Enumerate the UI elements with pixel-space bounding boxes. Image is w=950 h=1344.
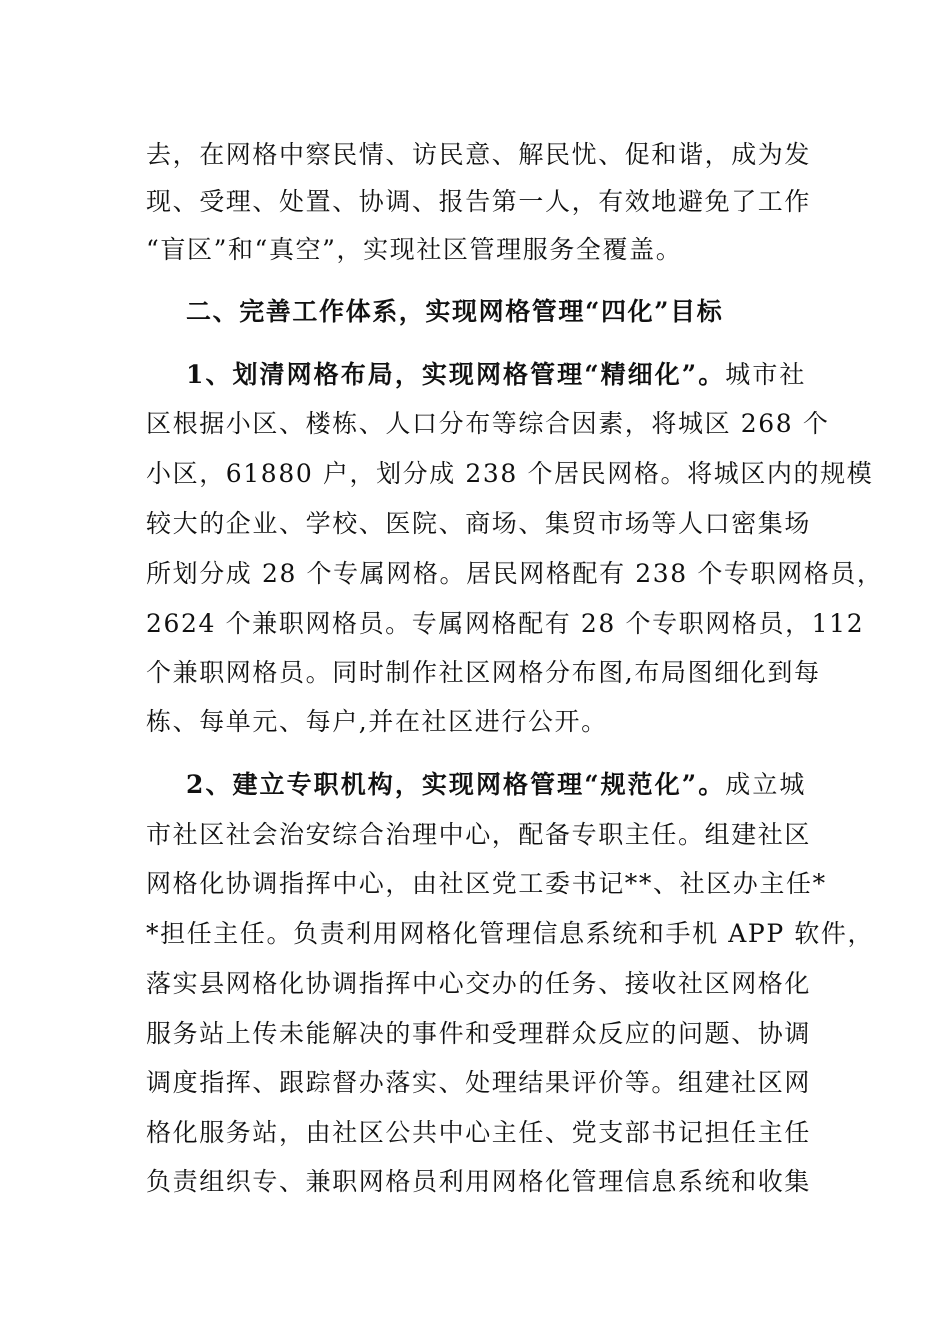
text-line-18: 调度指挥、跟踪督办落实、处理结果评价等。组建社区网 [146, 1068, 812, 1097]
text-line-9: 2624 个兼职网格员。专属网格配有 28 个专职网格员，112 [146, 609, 865, 638]
text-line-15: *担任主任。负责利用网格化管理信息系统和手机 APP 软件， [146, 919, 875, 948]
section-heading: 二、完善工作体系，实现网格管理“四化”目标 [186, 297, 724, 326]
text-line-14: 网格化协调指挥中心，由社区党工委书记**、社区办主任* [146, 869, 827, 898]
paragraph-1-lead: 城市社 [725, 360, 806, 389]
text-line-2: 现、受理、处置、协调、报告第一人，有效地避免了工作 [146, 187, 812, 216]
text-line-5: 区根据小区、楼栋、人口分布等综合因素，将城区 268 个 [146, 409, 830, 438]
text-line-16: 落实县网格化协调指挥中心交办的任务、接收社区网格化 [146, 969, 812, 998]
paragraph-2-lead: 成立城 [725, 770, 806, 799]
text-line-19: 格化服务站，由社区公共中心主任、党支部书记担任主任 [146, 1118, 812, 1147]
paragraph-1-first-line [186, 355, 806, 395]
text-line-6: 小区，61880 户，划分成 238 个居民网格。将城区内的规模 [146, 459, 874, 488]
paragraph-2-heading: 2、建立专职机构，实现网格管理“规范化”。 [186, 770, 726, 799]
paragraph-1-heading: 1、划清网格布局，实现网格管理“精细化”。 [186, 360, 726, 389]
text-line-1: 去，在网格中察民情、访民意、解民忧、促和谐，成为发 [146, 140, 812, 169]
text-line-20: 负责组织专、兼职网格员利用网格化管理信息系统和收集 [146, 1167, 812, 1196]
text-line-13: 市社区社会治安综合治理中心，配备专职主任。组建社区 [146, 820, 812, 849]
text-line-8: 所划分成 28 个专属网格。居民网格配有 238 个专职网格员， [146, 559, 884, 588]
paragraph-2-first-line [186, 765, 806, 805]
text-line-11: 栋、每单元、每户,并在社区进行公开。 [146, 707, 608, 736]
text-line-3: “盲区”和“真空”，实现社区管理服务全覆盖。 [146, 235, 683, 264]
text-line-17: 服务站上传未能解决的事件和受理群众反应的问题、协调 [146, 1019, 812, 1048]
text-line-7: 较大的企业、学校、医院、商场、集贸市场等人口密集场 [146, 509, 812, 538]
text-line-10: 个兼职网格员。同时制作社区网格分布图,布局图细化到每 [146, 658, 821, 687]
